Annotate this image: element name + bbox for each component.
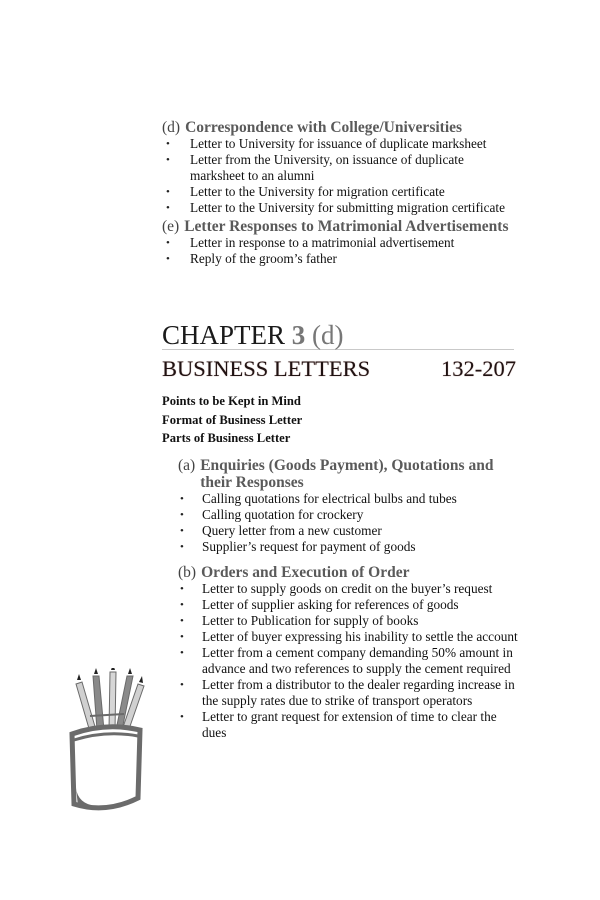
chapter-pages: 132-207 xyxy=(441,356,516,381)
list-item: • Letter to University for issuance of duplicate marksheet xyxy=(162,136,518,152)
section-e-label: (e) xyxy=(162,218,180,235)
section-a-list xyxy=(178,491,520,555)
contents-block-business xyxy=(178,455,520,741)
section-d-label: (d) xyxy=(162,119,181,136)
section-b-title: Orders and Execution of Order xyxy=(201,564,410,581)
chapter-title: BUSINESS LETTERS xyxy=(162,356,371,381)
list-item: • Letter from a distributor to the dealer regarding increase in the supply rates due to strike of transport operators xyxy=(178,677,520,709)
chapter-title-row xyxy=(162,356,516,382)
list-item: • Calling quotations for electrical bulbs and tubes xyxy=(178,491,520,507)
list-item: • Letter of buyer expressing his inability to settle the account xyxy=(178,629,520,645)
pencil-cup-icon xyxy=(66,668,146,821)
section-d-list xyxy=(162,136,518,216)
section-d-heading xyxy=(162,119,518,136)
section-a-heading xyxy=(178,457,520,491)
list-item: • Calling quotation for crockery xyxy=(178,507,520,523)
section-a-label: (a) xyxy=(178,457,196,474)
chapter-suffix: (d) xyxy=(312,320,344,350)
list-item: • Letter to the University for submitting migration certificate xyxy=(162,200,518,216)
list-item: • Letter to supply goods on credit on the buyer’s request xyxy=(178,581,520,597)
point-item: Format of Business Letter xyxy=(162,412,303,427)
chapter-heading xyxy=(162,321,514,350)
section-e-heading xyxy=(162,218,518,235)
list-item: • Letter from the University, on issuance of duplicate marksheet to an alumni xyxy=(162,152,518,184)
list-item: • Letter in response to a matrimonial advertisement xyxy=(162,235,518,251)
point-item: Parts of Business Letter xyxy=(162,431,291,445)
list-item: • Supplier’s request for payment of goods xyxy=(178,539,520,555)
list-item: • Letter to grant request for extension of time to clear the dues xyxy=(178,709,520,741)
section-b-heading xyxy=(178,564,520,581)
section-d-title: Correspondence with College/Universities xyxy=(185,119,463,136)
list-item: • Reply of the groom’s father xyxy=(162,251,518,267)
section-b-list xyxy=(178,581,520,741)
section-b-label: (b) xyxy=(178,564,197,581)
list-item: • Letter of supplier asking for references of goods xyxy=(178,597,520,613)
list-item: • Query letter from a new customer xyxy=(178,523,520,539)
point-item: Points to be Kept in Mind xyxy=(162,394,301,408)
section-a-title: Enquiries (Goods Payment), Quotations and their Responses xyxy=(200,457,494,491)
chapter-word: CHAPTER xyxy=(162,320,286,350)
section-e-title: Letter Responses to Matrimonial Advertisements xyxy=(184,218,509,235)
list-item: • Letter to Publication for supply of books xyxy=(178,613,520,629)
list-item: • Letter to the University for migration certificate xyxy=(162,184,518,200)
list-item: • Letter from a cement company demanding 50% amount in advance and two references to supply the cement required xyxy=(178,645,520,677)
chapter-number: 3 xyxy=(291,320,306,350)
contents-block-top xyxy=(162,117,518,267)
points-list xyxy=(162,392,302,448)
section-e-list xyxy=(162,235,518,267)
